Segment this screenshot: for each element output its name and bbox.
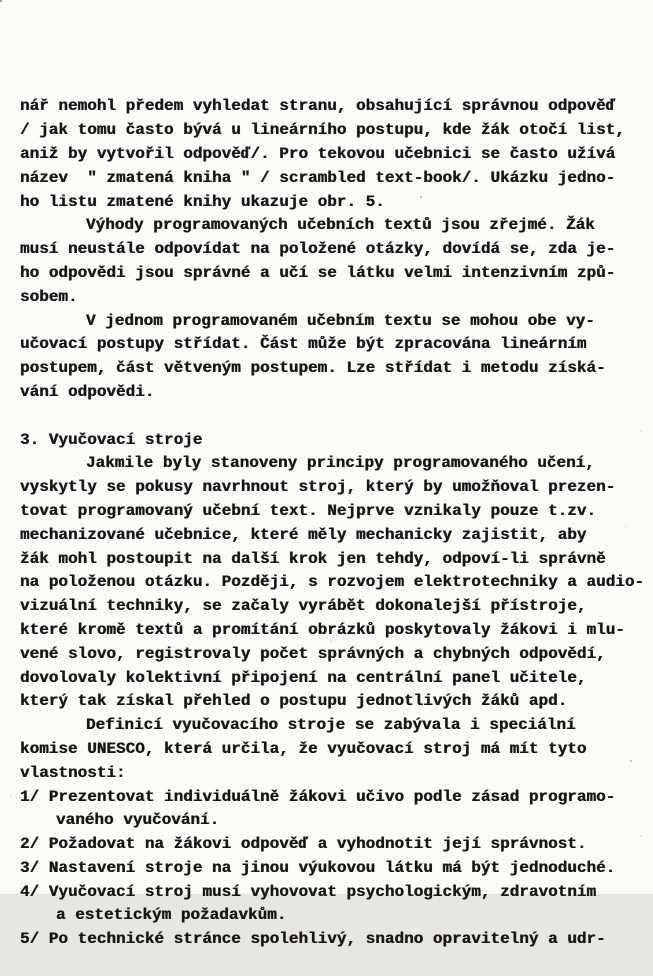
text-line: které kromě textů a promítání obrázků poskytovaly žákovi i mlu-: [20, 620, 625, 639]
text-line: dovolovaly kolektivní připojení na centrální panel učitele,: [20, 668, 587, 687]
text-line: učovací postupy střídat. Část může být zpracována lineárním: [20, 335, 587, 354]
text-line: sobem.: [20, 287, 78, 306]
text-line: na položenou otázku. Později, s rozvojem elektrotechniky a audio-: [20, 573, 645, 592]
text-line: žák mohl postoupit na další krok jen tehdy, odpoví-li správně: [20, 549, 606, 568]
text-line: ho listu zmatené knihy ukazuje obr. 5.: [20, 192, 385, 211]
text-line: musí neustále odpovídat na položené otázky, dovídá se, zda je-: [20, 240, 616, 259]
text-line: [20, 405, 645, 429]
text-line: ho odpovědi jsou správné a učí se látku velmi intenzivním způ-: [20, 263, 616, 282]
text-line: 2/ Požadovat na žákovi odpověď a vyhodnotit její správnost.: [20, 835, 587, 854]
text-line: aniž by vytvořil odpověď/. Pro tekovou učebnici se často užívá: [20, 144, 616, 163]
text-line: název " zmatená kniha " / scrambled text-book/. Ukázku jedno-: [20, 168, 616, 187]
scan-noise: [0, 0, 2, 2]
text-line: / jak tomu často bývá u lineárního postupu, kde žák otočí list,: [20, 121, 625, 140]
text-line: Výhody programovaných učebních textů jsou zřejmé. Žák: [86, 216, 595, 235]
text-line: mechanizované učebnice, které měly mechanicky zajistit, aby: [20, 525, 587, 544]
text-line: který tak získal přehled o postupu jednotlivých žáků apd.: [20, 692, 568, 711]
text-line: nář nemohl předem vyhledat stranu, obsahující správnou odpověď: [20, 97, 616, 116]
text-line: vlastnosti:: [20, 763, 126, 782]
text-line: vené slovo, registrovaly počet správných a chybných odpovědí,: [20, 644, 606, 663]
document-text-block: [20, 95, 645, 952]
text-line: a estetickým požadavkům.: [56, 906, 287, 925]
text-line: vaného vyučování.: [56, 811, 220, 830]
text-line: vání odpovědi.: [20, 382, 155, 401]
text-line: vyskytly se pokusy navrhnout stroj, který by umožňoval prezen-: [20, 478, 616, 497]
text-line: vizuální techniky, se začaly vyrábět dokonalejší přístroje,: [20, 597, 587, 616]
text-line: tovat programovaný učební text. Nejprve vznikaly pouze t.zv.: [20, 501, 597, 520]
text-line: postupem, část větveným postupem. Lze střídat i metodu získá-: [20, 359, 606, 378]
text-line: 5/ Po technické stránce spolehlivý, snadno opravitelný a udr-: [20, 930, 606, 949]
text-line: 1/ Prezentovat individuálně žákovi učivo podle zásad programo-: [20, 787, 616, 806]
text-line: V jednom programovaném učebním textu se mohou obe vy-: [86, 311, 595, 330]
text-line: 4/ Vyučovací stroj musí vyhovovat psychologickým, zdravotním: [20, 882, 597, 901]
section-heading: 3. Vyučovací stroje: [20, 430, 203, 449]
text-line: Definicí vyučovacího stroje se zabývala i speciální: [86, 716, 576, 735]
text-line: 3/ Nastavení stroje na jinou výukovou látku má být jednoduché.: [20, 858, 616, 877]
text-line: Jakmile byly stanoveny principy programovaného učení,: [86, 454, 595, 473]
text-line: komise UNESCO, která určila, že vyučovací stroj má mít tyto: [20, 739, 587, 758]
